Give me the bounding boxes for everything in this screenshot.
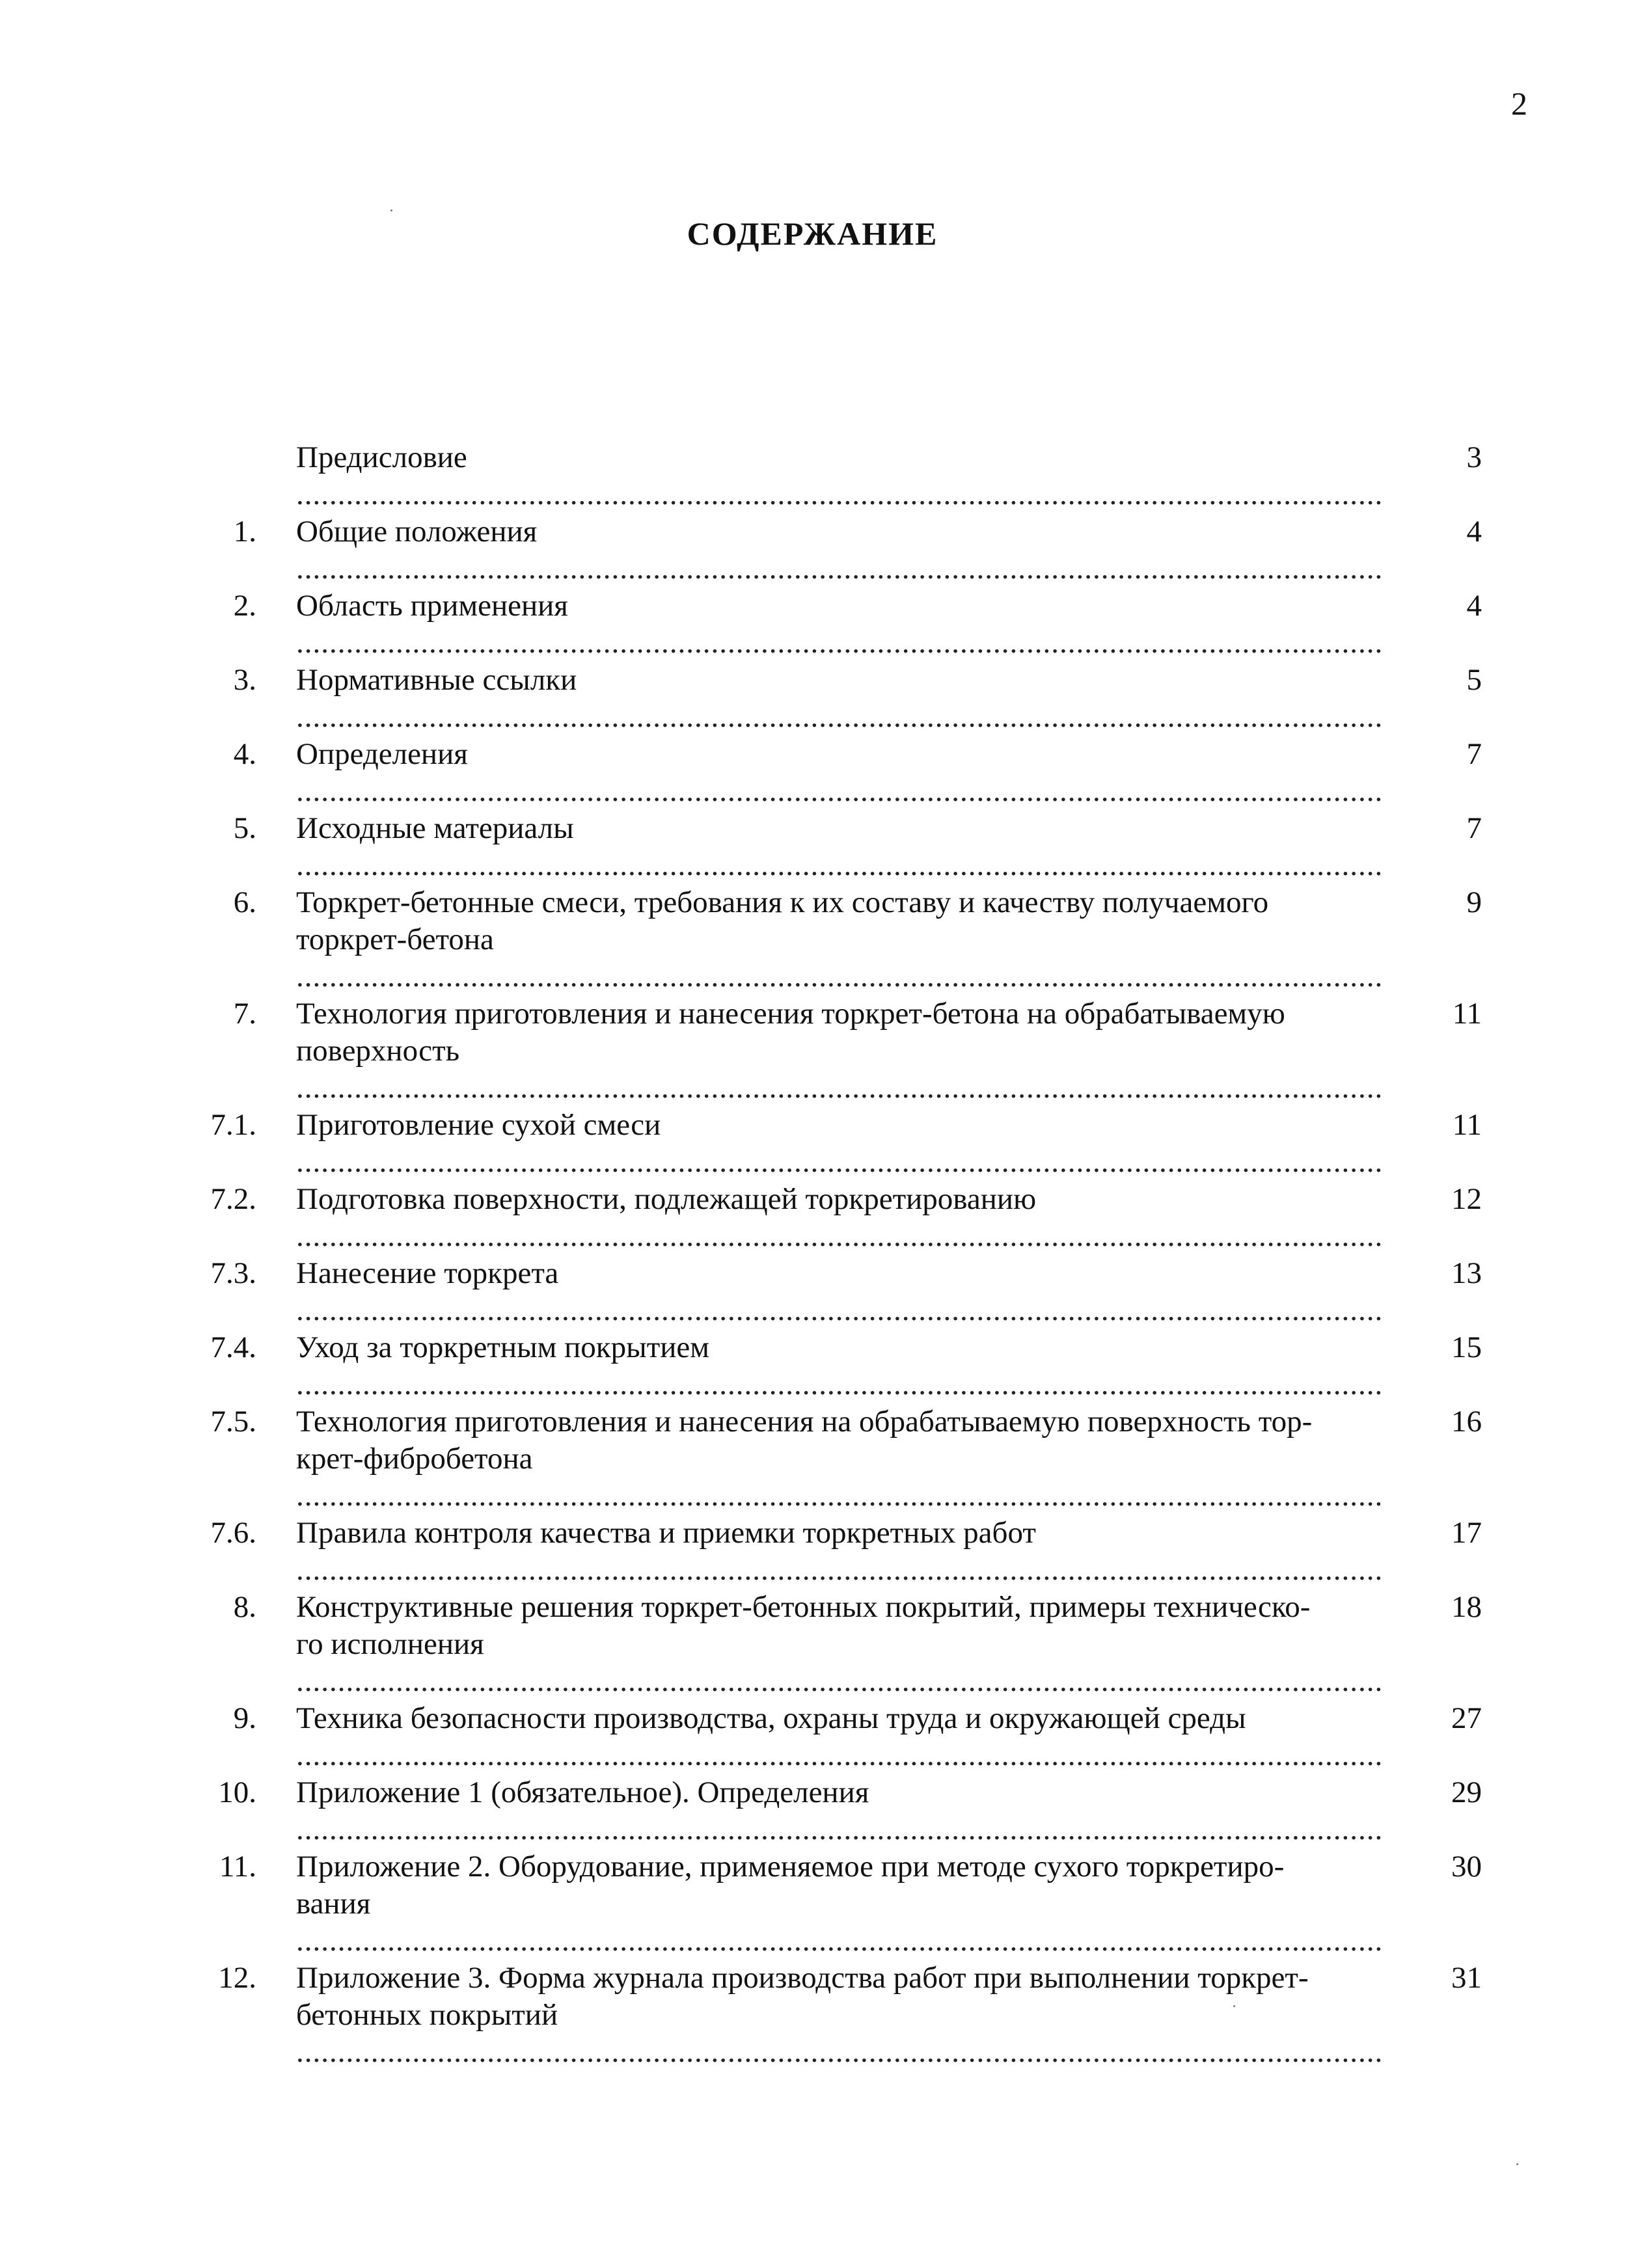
toc-entry-title-line: торкрет-бетона (296, 923, 494, 956)
toc-entry[interactable] (0, 1589, 1625, 1700)
toc-entry-page: 29 (1451, 1775, 1482, 1809)
scan-speck (1233, 2005, 1235, 2007)
dot-leader (296, 700, 1385, 734)
toc-entry-number: 12. (218, 1961, 256, 1995)
toc-entry-title-line: бетонных покрытий (296, 1998, 558, 2032)
dot-leader (296, 960, 1385, 993)
toc-entry[interactable] (0, 1774, 1625, 1848)
toc-entry-title (296, 513, 1385, 587)
toc-entry-page: 7 (1466, 811, 1482, 845)
toc-entry-number: 7.1. (210, 1108, 256, 1142)
toc-entry-number: 2. (233, 589, 256, 623)
toc-entry[interactable] (0, 1255, 1625, 1329)
toc-entry-title-line: вания (296, 1887, 371, 1921)
toc-entry-title (296, 810, 1385, 884)
toc-entry-page: 18 (1451, 1590, 1482, 1624)
toc-entry-number: 5. (233, 811, 256, 845)
toc-entry-title (296, 995, 1385, 1107)
toc-entry[interactable] (0, 439, 1625, 513)
toc-entry-page: 17 (1451, 1516, 1482, 1550)
toc-entry-title-line: Общие положения (296, 515, 538, 548)
dot-leader (296, 1813, 1385, 1846)
toc-entry-number: 1. (233, 515, 256, 548)
toc-entry-page: 7 (1466, 737, 1482, 771)
toc-entry-title (296, 1960, 1385, 2071)
toc-entry-title (296, 1589, 1385, 1700)
toc-entry-title (296, 1255, 1385, 1329)
toc-entry-title (296, 662, 1385, 736)
page-number: 2 (1511, 85, 1527, 122)
toc-entry-title (296, 587, 1385, 662)
toc-entry[interactable] (0, 995, 1625, 1107)
toc-entry[interactable] (0, 1515, 1625, 1589)
toc-entry-number: 11. (219, 1850, 256, 1883)
toc-entry-page: 4 (1466, 515, 1482, 548)
toc-entry-page: 9 (1466, 885, 1482, 919)
toc-entry-title-line: Конструктивные решения торкрет-бетонных покрытий, примеры техническо- (296, 1590, 1311, 1624)
toc-entry-title (296, 884, 1385, 995)
toc-entry-title (296, 1515, 1385, 1589)
toc-entry-page: 11 (1452, 1108, 1482, 1142)
toc-entry-title-line: Нормативные ссылки (296, 663, 577, 697)
toc-entry-title-line: Исходные материалы (296, 811, 574, 845)
toc-entry[interactable] (0, 662, 1625, 736)
toc-entry-title (296, 1107, 1385, 1181)
toc-entry[interactable] (0, 1329, 1625, 1403)
toc-entry-page: 27 (1451, 1701, 1482, 1735)
toc-entry[interactable] (0, 810, 1625, 884)
toc-entry-number: 7.3. (210, 1256, 256, 1290)
toc-entry-title (296, 1329, 1385, 1403)
toc-entry-number: 7.2. (210, 1182, 256, 1216)
toc-entry-title-line: Технология приготовления и нанесения торкрет-бетона на обрабатываемую (296, 997, 1285, 1031)
dot-leader (296, 1924, 1385, 1958)
dot-leader (296, 1553, 1385, 1587)
toc-entry[interactable] (0, 1848, 1625, 1960)
toc-entry-page: 13 (1451, 1256, 1482, 1290)
toc-entry[interactable] (0, 587, 1625, 662)
toc-entry[interactable] (0, 1107, 1625, 1181)
toc-entry-page: 3 (1466, 440, 1482, 474)
toc-entry-title-line: Технология приготовления и нанесения на обрабатываемую поверхность тор- (296, 1405, 1313, 1438)
toc-entry-title-line: Торкрет-бетонные смеси, требования к их составу и качеству получаемого (296, 885, 1269, 919)
toc-entry-number: 7.5. (210, 1405, 256, 1438)
toc-entry-title-line: Приложение 1 (обязательное). Определения (296, 1775, 869, 1809)
toc-entry-number: 7. (233, 997, 256, 1031)
toc-entry-number: 8. (233, 1590, 256, 1624)
toc-entry[interactable] (0, 1700, 1625, 1774)
toc-entry-page: 30 (1451, 1850, 1482, 1883)
page-title: СОДЕРЖАНИЕ (687, 215, 938, 252)
toc-entry-number: 9. (233, 1701, 256, 1735)
toc-entry-title-line: Приложение 3. Форма журнала производства работ при выполнении торкрет- (296, 1961, 1309, 1995)
toc-entry-title (296, 439, 1385, 513)
toc-entry-page: 11 (1452, 997, 1482, 1031)
toc-entry-title-line: го исполнения (296, 1627, 484, 1661)
toc-entry-title-line: Уход за торкретным покрытием (296, 1330, 710, 1364)
toc-entry-number: 6. (233, 885, 256, 919)
toc-entry-title (296, 1181, 1385, 1255)
toc-entry-page: 12 (1451, 1182, 1482, 1216)
table-of-contents (0, 439, 1625, 2071)
dot-leader (296, 478, 1385, 511)
toc-entry-title (296, 1774, 1385, 1848)
dot-leader (296, 1664, 1385, 1698)
toc-entry-page: 5 (1466, 663, 1482, 697)
toc-entry-title-line: Область применения (296, 589, 568, 623)
toc-entry-title (296, 1700, 1385, 1774)
toc-entry-page: 31 (1451, 1961, 1482, 1995)
toc-entry-number: 10. (218, 1775, 256, 1809)
toc-entry-title-line: Предисловие (296, 440, 467, 474)
toc-entry-title-line: Подготовка поверхности, подлежащей торкретированию (296, 1182, 1037, 1216)
toc-entry-number: 4. (233, 737, 256, 771)
scan-speck (390, 209, 392, 211)
toc-entry-number: 3. (233, 663, 256, 697)
toc-entry-page: 15 (1451, 1330, 1482, 1364)
toc-entry-title-line: поверхность (296, 1034, 460, 1068)
toc-entry-title (296, 736, 1385, 810)
toc-entry[interactable] (0, 884, 1625, 995)
toc-entry-title-line: Правила контроля качества и приемки торкретных работ (296, 1516, 1036, 1550)
toc-entry[interactable] (0, 513, 1625, 587)
toc-entry-title-line: Нанесение торкрета (296, 1256, 559, 1290)
dot-leader (296, 1479, 1385, 1513)
dot-leader (296, 1293, 1385, 1327)
dot-leader (296, 1071, 1385, 1105)
toc-entry-title-line: Техника безопасности производства, охраны труда и окружающей среды (296, 1701, 1246, 1735)
toc-entry-title (296, 1848, 1385, 1960)
toc-entry-number: 7.6. (210, 1516, 256, 1550)
toc-entry-title-line: Приготовление сухой смеси (296, 1108, 661, 1142)
dot-leader (296, 848, 1385, 882)
dot-leader (296, 626, 1385, 660)
toc-entry[interactable] (0, 1960, 1625, 2071)
dot-leader (296, 1219, 1385, 1253)
dot-leader (296, 1368, 1385, 1401)
dot-leader (296, 2035, 1385, 2069)
toc-entry-title-line: крет-фибробетона (296, 1442, 533, 1476)
toc-entry[interactable] (0, 736, 1625, 810)
toc-entry[interactable] (0, 1403, 1625, 1515)
toc-entry-title (296, 1403, 1385, 1515)
dot-leader (296, 774, 1385, 808)
dot-leader (296, 552, 1385, 586)
toc-entry-title-line: Приложение 2. Оборудование, применяемое при методе сухого торкретиро- (296, 1850, 1285, 1883)
toc-entry-page: 4 (1466, 589, 1482, 623)
dot-leader (296, 1145, 1385, 1179)
toc-entry-number: 7.4. (210, 1330, 256, 1364)
toc-entry-page: 16 (1451, 1405, 1482, 1438)
dot-leader (296, 1738, 1385, 1772)
scan-speck (1516, 2163, 1518, 2165)
toc-entry[interactable] (0, 1181, 1625, 1255)
toc-entry-title-line: Определения (296, 737, 468, 771)
